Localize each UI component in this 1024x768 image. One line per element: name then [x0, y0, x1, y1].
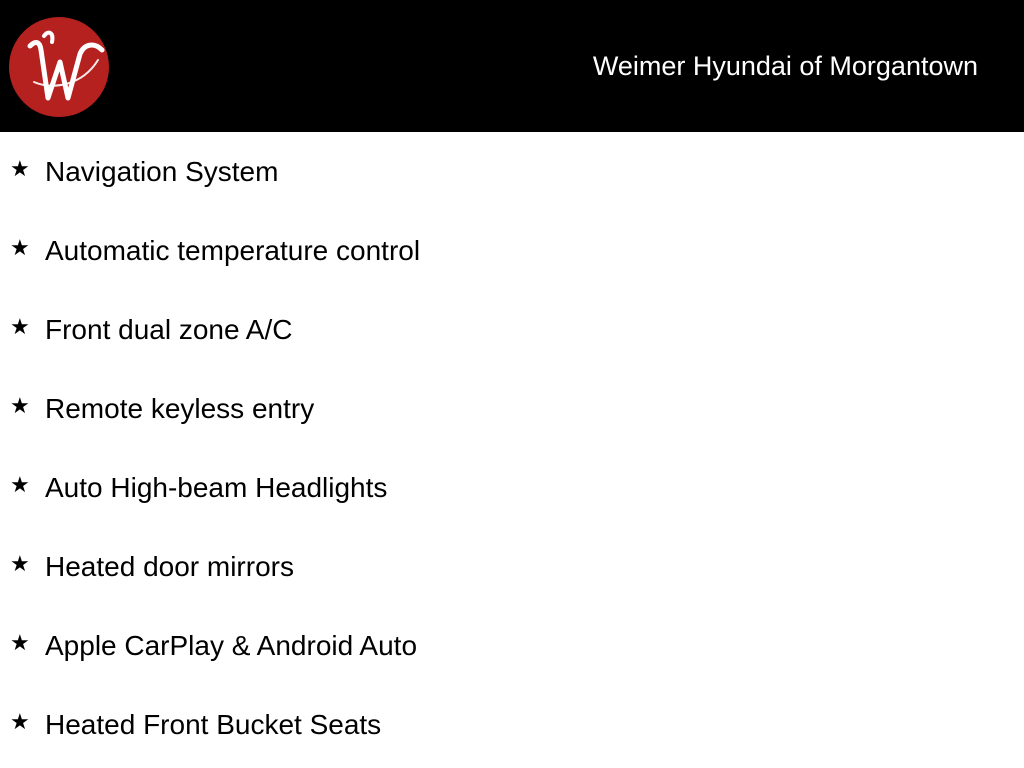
feature-label: Apple CarPlay & Android Auto — [45, 630, 418, 661]
star-icon: ★ — [10, 710, 30, 735]
list-item — [0, 606, 1024, 685]
star-icon: ★ — [10, 631, 30, 656]
list-item — [0, 132, 1024, 211]
star-icon: ★ — [10, 394, 30, 419]
list-item — [0, 448, 1024, 527]
star-icon: ★ — [10, 236, 30, 261]
feature-label: Remote keyless entry — [45, 393, 315, 424]
list-item — [0, 369, 1024, 448]
list-item — [0, 211, 1024, 290]
feature-label: Auto High-beam Headlights — [45, 472, 388, 503]
weimer-w-logo-icon — [8, 16, 110, 118]
feature-label: Front dual zone A/C — [45, 314, 293, 345]
list-item — [0, 527, 1024, 606]
feature-label: Heated Front Bucket Seats — [45, 709, 382, 740]
star-icon: ★ — [10, 473, 30, 498]
star-icon: ★ — [10, 157, 30, 182]
feature-label: Navigation System — [45, 156, 279, 187]
header-bar — [0, 0, 1024, 132]
feature-label: Automatic temperature control — [45, 235, 421, 266]
feature-label: Heated door mirrors — [45, 551, 294, 582]
dealer-name: Weimer Hyundai of Morgantown — [592, 51, 978, 81]
star-icon: ★ — [10, 315, 30, 340]
list-item — [0, 290, 1024, 369]
list-item — [0, 685, 1024, 764]
feature-list — [0, 132, 1024, 764]
star-icon: ★ — [10, 552, 30, 577]
